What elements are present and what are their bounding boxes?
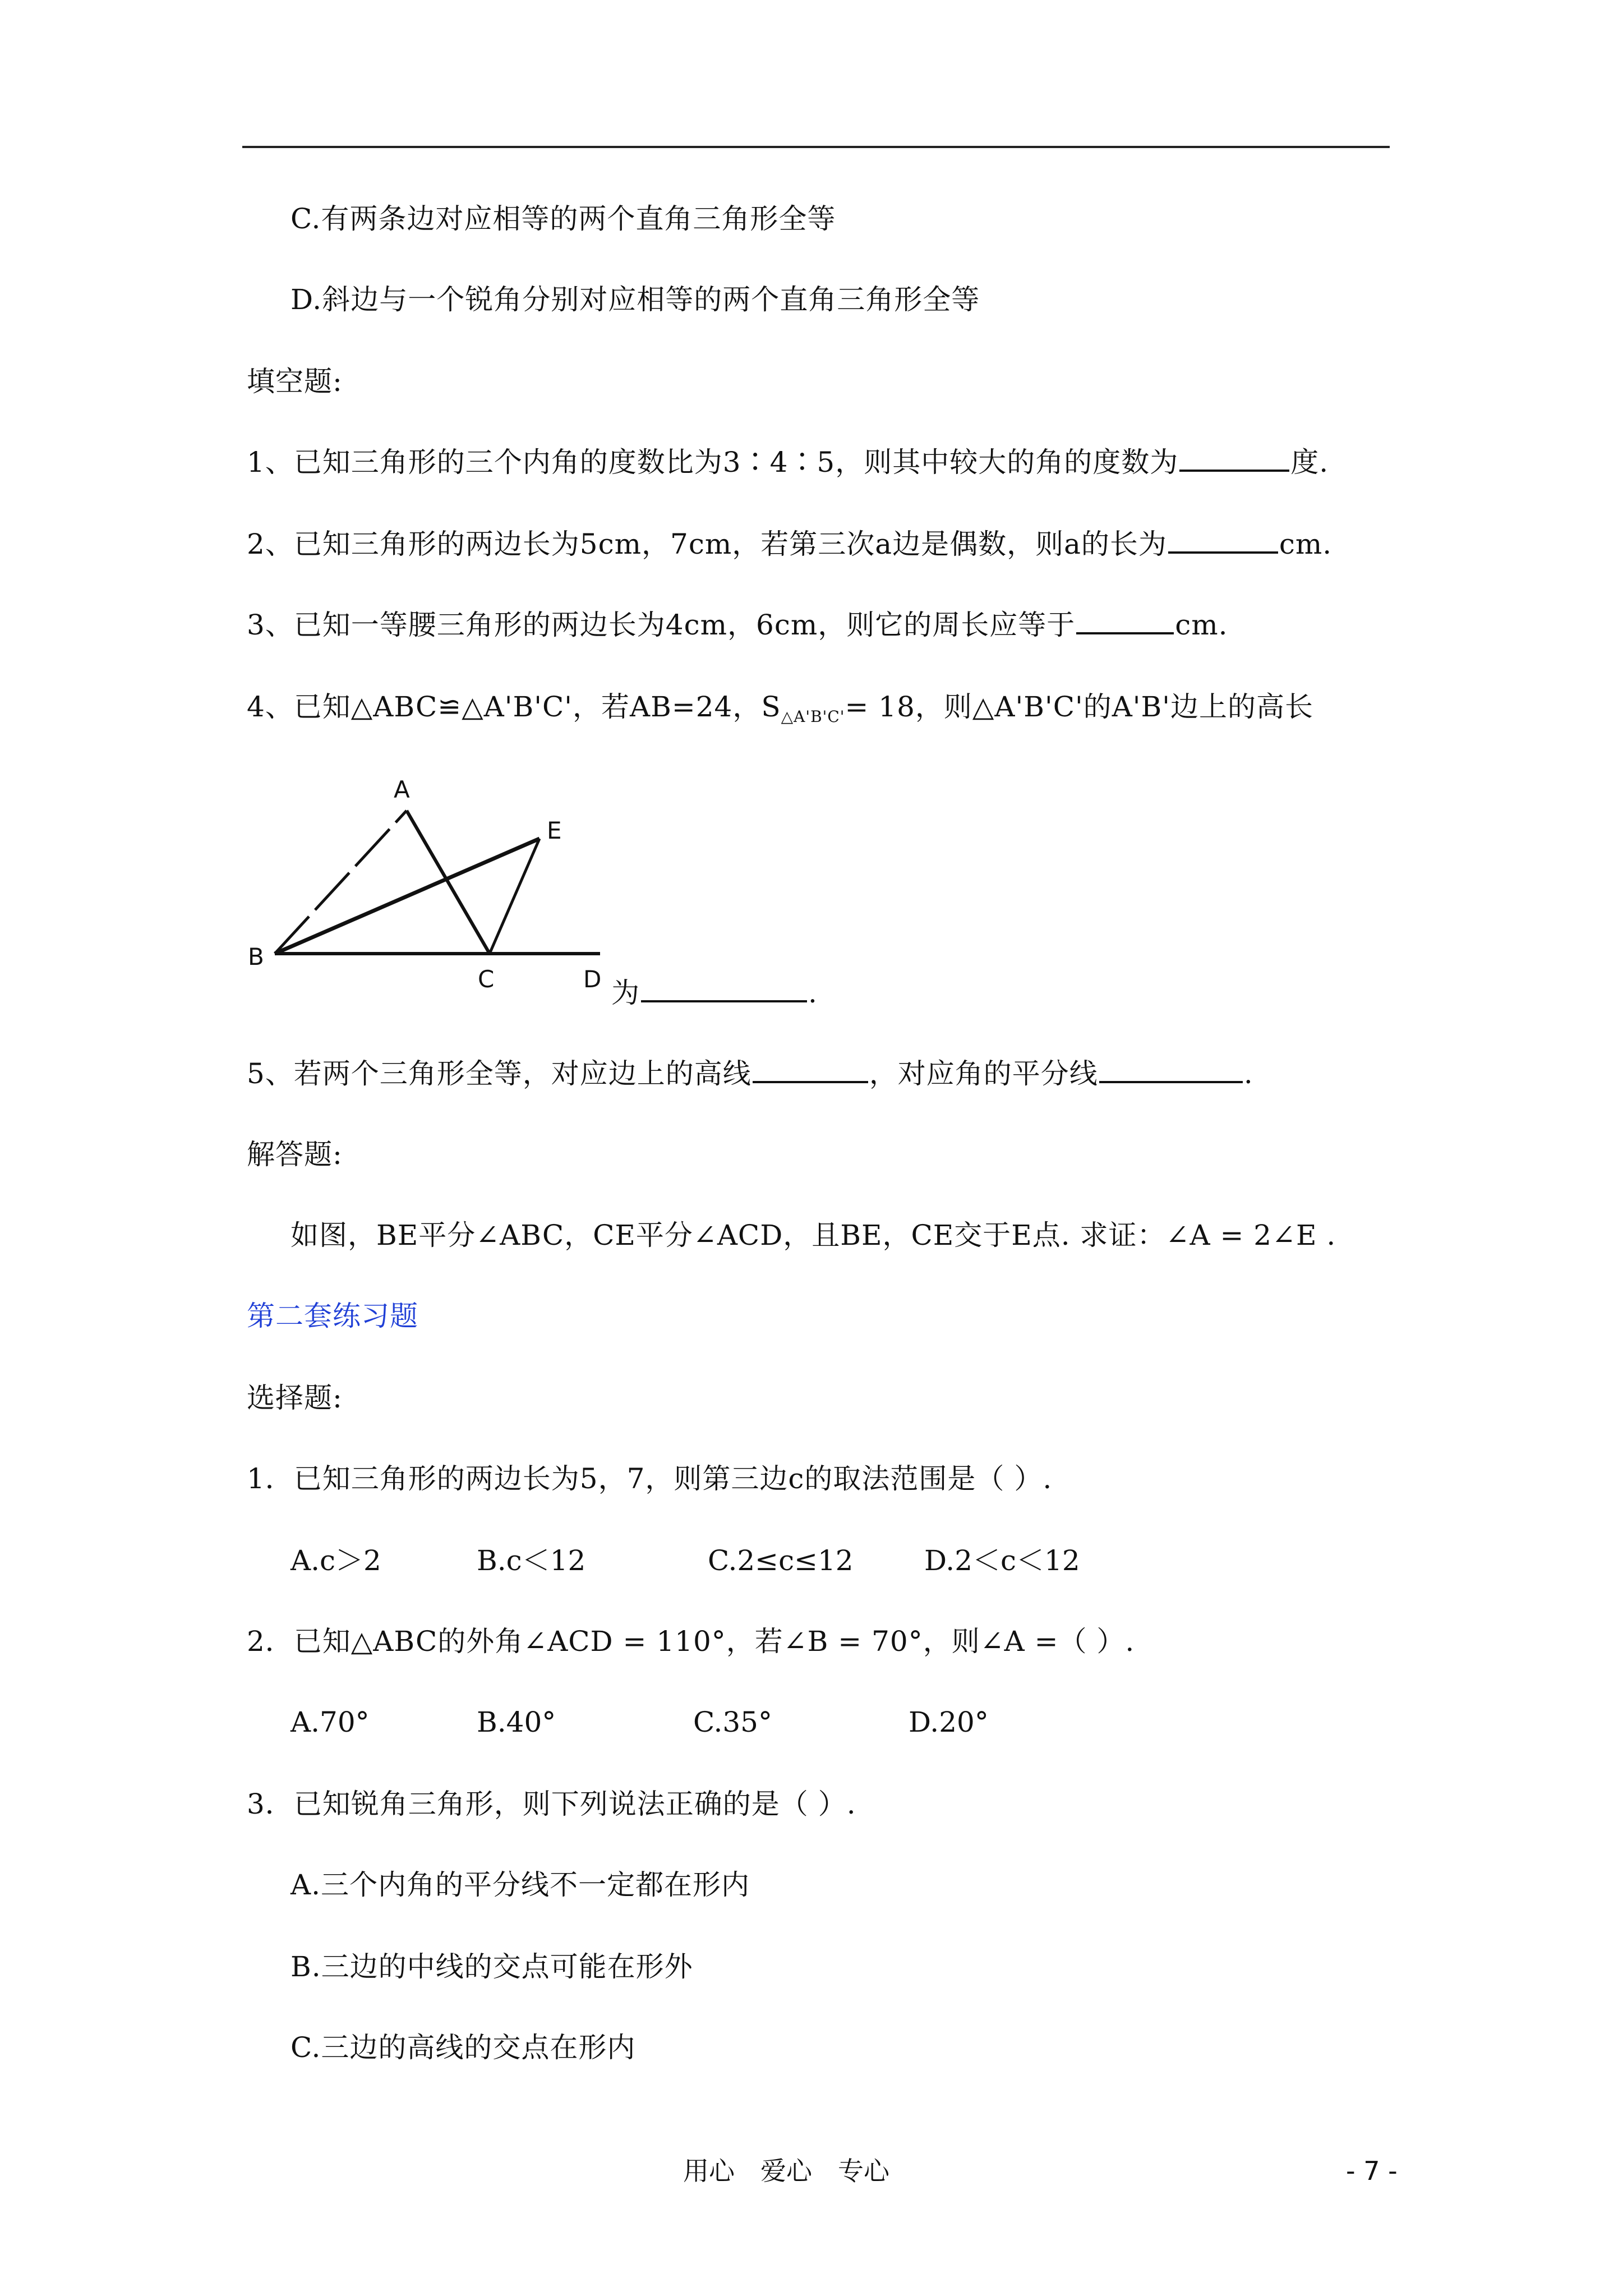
set2-q3-option-b: B.三边的中线的交点可能在形外 bbox=[291, 1950, 693, 1983]
set2-heading: 选择题: bbox=[247, 1382, 343, 1414]
answer-heading: 解答题: bbox=[247, 1138, 343, 1171]
fill-q5-end: . bbox=[1243, 1057, 1253, 1090]
fill-q2-unit: cm. bbox=[1279, 528, 1332, 560]
triangle-figure bbox=[247, 769, 628, 1004]
answer-blank bbox=[753, 1056, 868, 1083]
fill-q1-unit: 度. bbox=[1290, 446, 1329, 478]
set2-title: 第二套练习题 bbox=[247, 1300, 418, 1332]
set2-q1-option-b: B.c＜12 bbox=[477, 1544, 586, 1577]
set2-q3-stem: 3．已知锐角三角形，则下列说法正确的是（ ）. bbox=[247, 1788, 856, 1820]
line-be bbox=[275, 839, 540, 954]
option-c-prev: C.有两条边对应相等的两个直角三角形全等 bbox=[291, 203, 836, 235]
fill-q3-unit: cm. bbox=[1175, 609, 1228, 641]
line-ba bbox=[275, 811, 407, 954]
set2-q1-option-d: D.2＜c＜12 bbox=[924, 1544, 1080, 1577]
set2-q1-option-c: C.2≤c≤12 bbox=[708, 1544, 854, 1577]
fill-q3 bbox=[247, 607, 1228, 643]
option-d-prev: D.斜边与一个锐角分别对应相等的两个直角三角形全等 bbox=[291, 283, 980, 316]
fill-q5 bbox=[247, 1056, 1253, 1092]
fill-in-heading: 填空题: bbox=[247, 365, 343, 398]
answer-blank bbox=[1099, 1056, 1243, 1083]
fill-q1 bbox=[247, 444, 1329, 480]
set2-q2-option-c: C.35° bbox=[693, 1706, 772, 1738]
set2-q2-option-b: B.40° bbox=[477, 1706, 556, 1738]
fill-q5-text-2: ，对应角的平分线 bbox=[869, 1057, 1098, 1090]
set2-q2-stem: 2．已知△ABC的外角∠ACD = 110°，若∠B = 70°，则∠A =（ ）. bbox=[247, 1625, 1135, 1658]
answer-blank bbox=[1168, 527, 1278, 554]
fill-q2-text: 2、已知三角形的两边长为5cm，7cm，若第三次a边是偶数，则a的长为 bbox=[247, 528, 1167, 560]
label-c: C bbox=[478, 965, 495, 993]
fill-q4-text-2: = 18，则△A'B'C'的A'B'边上的高长 bbox=[845, 691, 1314, 723]
fill-q4-tail-end: . bbox=[808, 977, 818, 1009]
label-b: B bbox=[248, 943, 264, 970]
answer-blank bbox=[641, 976, 807, 1002]
answer-blank bbox=[1179, 445, 1289, 472]
page-number: - 7 - bbox=[1346, 2156, 1398, 2186]
answer-problem: 如图，BE平分∠ABC，CE平分∠ACD，且BE，CE交于E点. 求证：∠A = 2∠E . bbox=[291, 1219, 1336, 1251]
fill-q2 bbox=[247, 526, 1332, 562]
header-rule bbox=[242, 146, 1390, 148]
fill-q1-text: 1、已知三角形的三个内角的度数比为3∶4∶5，则其中较大的角的度数为 bbox=[247, 446, 1179, 478]
fill-q4-tail bbox=[611, 975, 818, 1011]
set2-q3-option-c: C.三边的高线的交点在形内 bbox=[291, 2031, 636, 2064]
set2-q3-option-a: A.三个内角的平分线不一定都在形内 bbox=[291, 1869, 750, 1901]
fill-q4-subscript: △A'B'C' bbox=[781, 707, 845, 726]
line-ac bbox=[407, 811, 490, 954]
label-d: D bbox=[583, 965, 602, 993]
fill-q4-text: 4、已知△ABC≌△A'B'C'，若AB=24，S bbox=[247, 691, 781, 723]
footer-motto: 用心 爱心 专心 bbox=[683, 2156, 889, 2186]
label-a: A bbox=[394, 776, 410, 803]
set2-q1-option-a: A.c＞2 bbox=[291, 1544, 381, 1577]
fill-q5-text: 5、若两个三角形全等，对应边上的高线 bbox=[247, 1057, 751, 1090]
label-e: E bbox=[547, 817, 562, 844]
set2-q2-option-d: D.20° bbox=[909, 1706, 989, 1738]
fill-q3-text: 3、已知一等腰三角形的两边长为4cm，6cm，则它的周长应等于 bbox=[247, 609, 1076, 641]
answer-blank bbox=[1076, 608, 1174, 634]
set2-q1-stem: 1．已知三角形的两边长为5，7，则第三边c的取法范围是（ ）. bbox=[247, 1462, 1053, 1495]
fill-q4 bbox=[247, 689, 1313, 735]
set2-q2-option-a: A.70° bbox=[291, 1706, 370, 1738]
fill-q4-tail-text: 为 bbox=[611, 977, 640, 1009]
